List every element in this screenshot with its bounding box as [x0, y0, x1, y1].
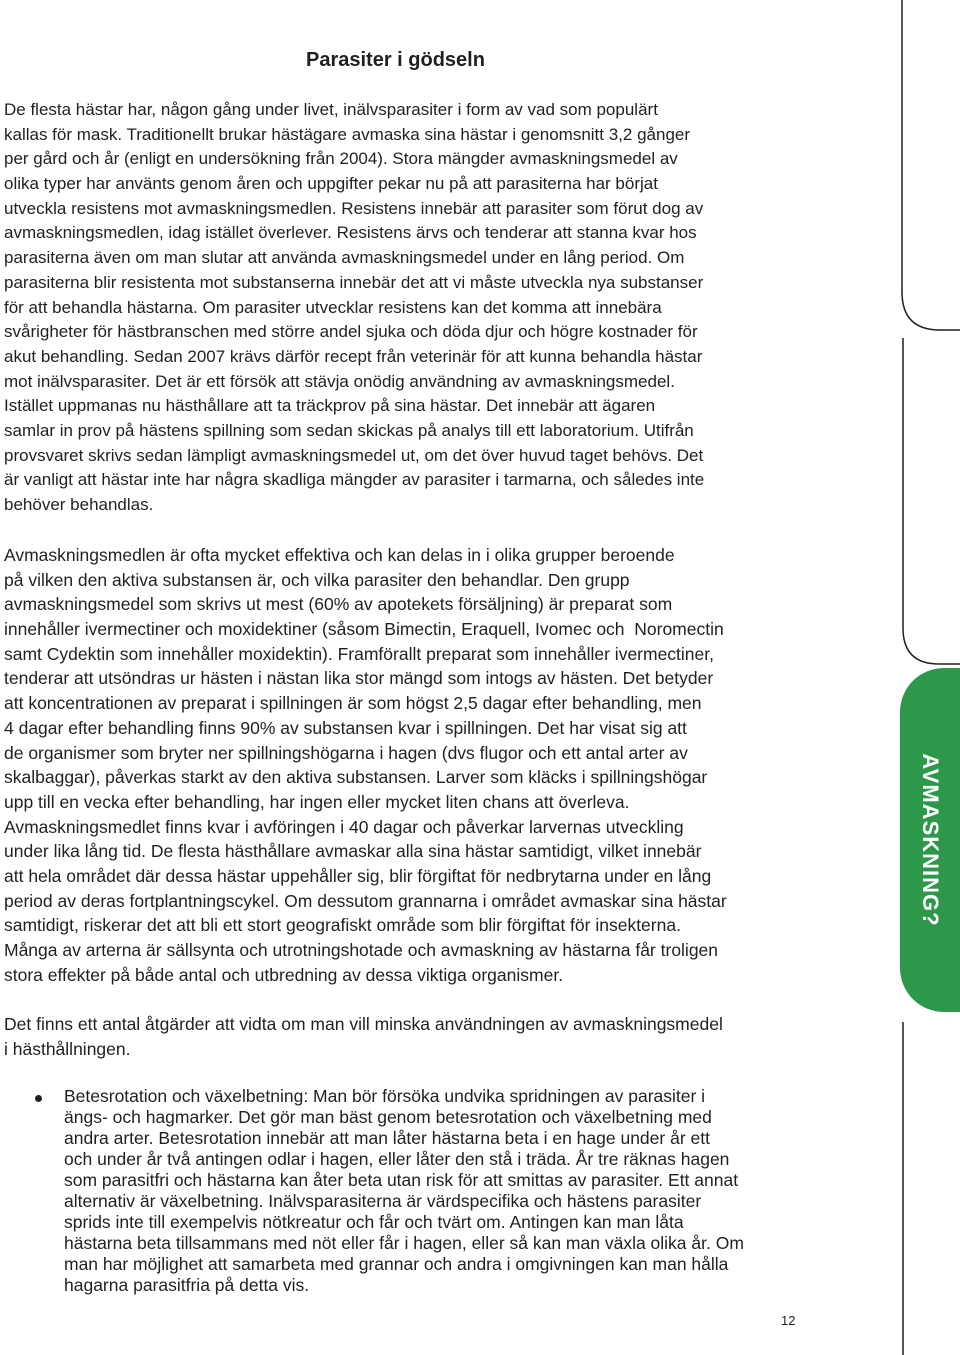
paragraph-intro: [4, 98, 884, 518]
text-line: parasiterna blir resistenta mot substanserna innebär det att vi måste utveckla nya substanser: [4, 272, 704, 292]
text-line: på vilken den aktiva substansen är, och vilka parasiter den behandlar. Den grupp: [4, 569, 630, 590]
text-line: De flesta hästar har, någon gång under livet, inälvsparasiter i form av vad som populärt: [4, 100, 658, 119]
text-line: man har möjlighet att samarbeta med grannar och andra i omgivningen kan man hålla: [64, 1254, 729, 1274]
side-line-top: [902, 0, 960, 330]
text-line: parasiterna även om man slutar att använda avmaskningsmedel under en lång period. Om: [4, 248, 685, 268]
text-line: olika typer har använts genom åren och uppgifter pekar nu på att parasiterna har börjat: [4, 174, 658, 194]
text-line: akut behandling. Sedan 2007 krävs därför recept från veterinär för att kunna behandla hästar: [4, 346, 703, 366]
text-line: hästarna beta tillsammans med nöt eller får i hagen, eller så kan man växla olika år. Om: [64, 1233, 744, 1253]
text-line: per gård och år (enligt en undersökning från 2004). Stora mängder avmaskningsmedel av: [4, 149, 678, 169]
text-line: provsvaret skrivs sedan lämpligt avmaskningsmedel ut, om det över huvud taget behövs. Det: [4, 445, 704, 465]
paragraph-dewormers: [4, 543, 884, 987]
text-line: sprids inte till exempelvis nötkreatur och får och tvärt om. Antingen kan man låta: [64, 1212, 684, 1232]
text-line: utveckla resistens mot avmaskningsmedlen. Resistens innebär att parasiter som förut dog av: [4, 198, 704, 218]
text-line: i hästhållningen.: [4, 1038, 131, 1059]
text-line: stora effekter på både antal och utbredning av dessa viktiga organismer.: [4, 964, 564, 985]
text-line: samlar in prov på hästens spillning som sedan skickas på analys till ett laboratorium. Utifrån: [4, 420, 694, 440]
text-line: som parasitfri och hästarna kan åter beta utan risk för att smittas av parasiter. Ett annat: [64, 1170, 739, 1190]
text-line: Avmaskningsmedlen är ofta mycket effektiva och kan delas in i olika grupper beroende: [4, 545, 675, 565]
text-line: ängs- och hagmarker. Det gör man bäst genom betesrotation och växelbetning med: [64, 1107, 712, 1127]
side-line-middle: [903, 338, 960, 664]
text-line: andra arter. Betesrotation innebär att man låter hästarna beta i en hage under år ett: [64, 1128, 710, 1148]
text-line: och under år två antingen odlar i hagen, eller låter den stå i träda. År tre räknas hagen: [64, 1149, 730, 1169]
text-line: är vanligt att hästar inte har några skadliga mängder av parasiter i tarmarna, och således inte: [4, 470, 705, 490]
text-line: upp till en vecka efter behandling, har ingen eller mycket liten chans att överleva.: [4, 791, 630, 812]
paragraph-measures: [4, 1012, 884, 1061]
text-line: Betesrotation och växelbetning: Man bör försöka undvika spridningen av parasiter i: [64, 1086, 706, 1106]
text-line: period av deras fortplantningscykel. Om dessutom grannarna i området avmaskar sina hästar: [4, 890, 727, 911]
section-tab-label: AVMASKNING?: [918, 753, 943, 927]
text-line: Många av arterna är sällsynta och utrotningshotade och avmaskning av hästarna får troligen: [4, 940, 719, 960]
text-line: att koncentrationen av preparat i spillningen är som högst 2,5 dagar efter behandling, men: [4, 693, 702, 714]
text-line: samtidigt, riskerar det att bli ett stort geografiskt område som blir förgiftat för insekterna.: [4, 915, 681, 936]
text-line: Avmaskningsmedlet finns kvar i avföringen i 40 dagar och påverkar larvernas utveckling: [4, 816, 684, 837]
text-line: avmaskningsmedlen, idag istället överlever. Resistens ärvs och tenderar att stanna kvar hos: [4, 223, 697, 243]
text-line: Istället uppmanas nu hästhållare att ta träckprov på sina hästar. Det innebär att ägaren: [4, 396, 656, 416]
section-tab: [900, 668, 960, 1012]
text-line: för att behandla hästarna. Om parasiter utvecklar resistens kan det komma att innebära: [4, 297, 662, 317]
text-line: de organismer som bryter ner spillningshögarna i hagen (dvs flugor och ett antal arter av: [4, 742, 688, 763]
text-line: innehåller ivermectiner och moxidektiner (såsom Bimectin, Eraquell, Ivomec och Noromectin: [4, 619, 724, 640]
text-line: mot inälvsparasiter. Det är ett försök att stävja onödig användning av avmaskningsmedel.: [4, 371, 675, 391]
text-line: under lika lång tid. De flesta hästhållare avmaskar alla sina hästar samtidigt, vilket innebär: [4, 841, 702, 862]
text-line: kallas för mask. Traditionellt brukar hästägare avmaska sina hästar i genomsnitt 3,2 gånger: [4, 124, 691, 144]
text-line: att hela området där dessa hästar uppehåller sig, blir förgiftat för nedbrytarna under en lång: [4, 865, 712, 886]
text-line: samt Cydektin som innehåller moxidektin). Framförallt preparat som innehåller ivermectiner,: [4, 643, 714, 664]
page-number: 12: [781, 1313, 796, 1328]
bullet-item-pasture-rotation: [64, 1086, 864, 1296]
text-line: hagarna parasitfria på detta vis.: [64, 1275, 310, 1295]
text-line: avmaskningsmedel som skrivs ut mest (60% av apotekets försäljning) är preparat som: [4, 594, 673, 615]
text-line: behöver behandlas.: [4, 495, 154, 514]
text-line: 4 dagar efter behandling finns 90% av substansen kvar i spillningen. Det har visat sig att: [4, 717, 687, 738]
text-line: skalbaggar), påverkas starkt av den aktiva substansen. Larver som kläcks i spillningshögar: [4, 767, 708, 788]
text-line: alternativ är växelbetning. Inälvsparasiterna är värdspecifika och hästens parasiter: [64, 1191, 702, 1211]
page-title: Parasiter i gödseln: [306, 49, 485, 71]
text-line: svårigheter för hästbranschen med större andel sjuka och döda djur och högre kostnader för: [4, 322, 698, 342]
text-line: Det finns ett antal åtgärder att vidta om man vill minska användningen av avmaskningsmedel: [4, 1014, 723, 1034]
bullet-dot-icon: [35, 1095, 42, 1102]
text-line: tenderar att utsöndras ur hästen i nästan lika stor mängd som intogs av hästen. Det betyder: [4, 668, 714, 689]
